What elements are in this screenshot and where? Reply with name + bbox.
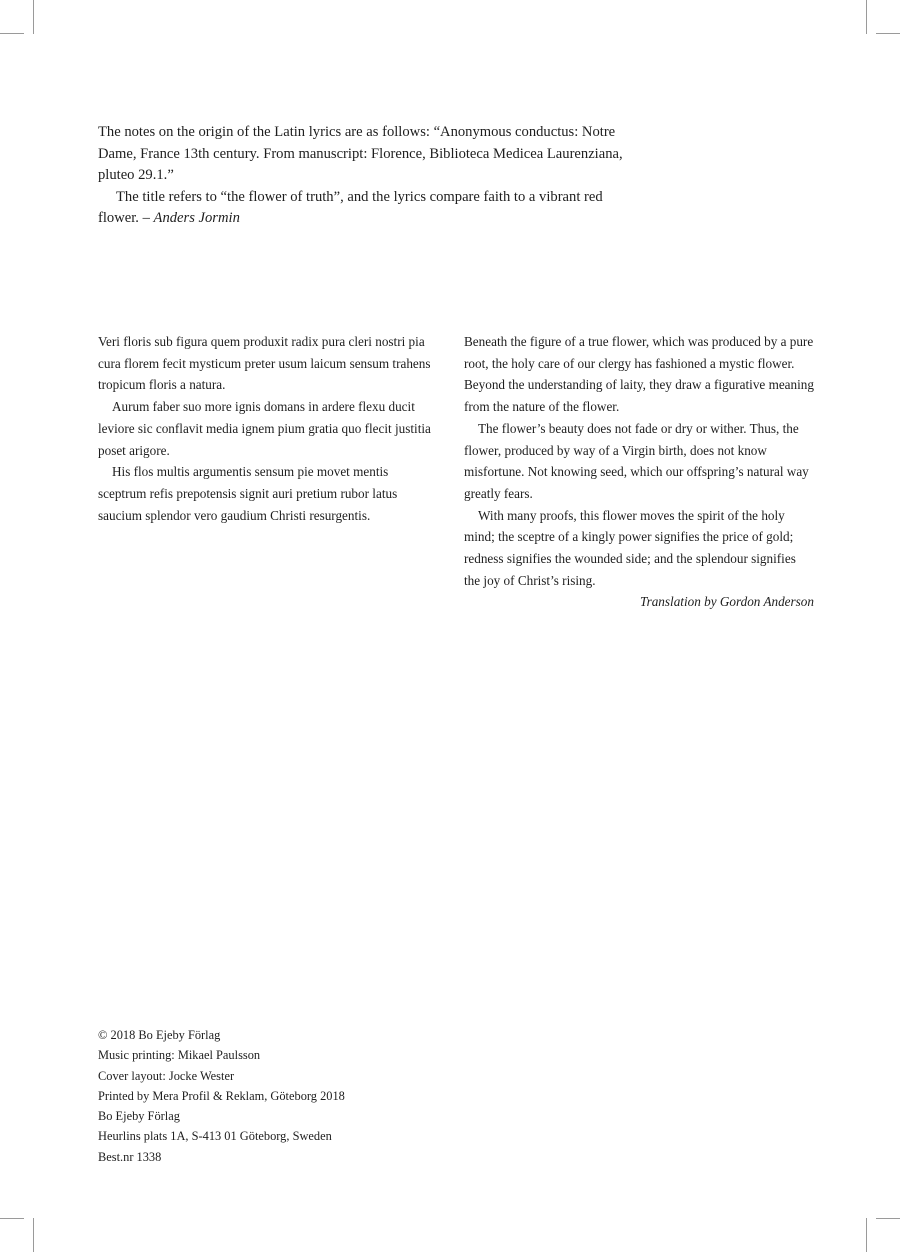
latin-stanza-2: Aurum faber suo more ignis domans in ardere flexu ducit leviore sic conflavit media ignem pium gratia quo flecit justitia poset arigore. [98,399,431,458]
translation-credit: Translation by Gordon Anderson [639,594,814,610]
english-stanza-3: With many proofs, this flower moves the spirit of the holy mind; the sceptre of a kingly power signifies the price of gold; redness signifies the wounded side; and the splendour signifies the joy of Christ’s rising. [464,507,796,588]
latin-stanza-3: His flos multis argumentis sensum pie movet mentis sceptrum refis prepotensis signit auri pretium rubor latus saucium splendor vero gaudium Christi resurgentis. [98,464,398,523]
crop-mark-bottom-left-h [0,1218,24,1219]
latin-stanza-1: Veri floris sub figura quem produxit radix pura cleri nostri pia cura florem fecit mysticum preter usum laicum sensum trahens tropicum floris a natura. [98,334,431,393]
crop-mark-top-right [866,0,867,34]
colophon-catalog-number: Best.nr 1338 [98,1149,162,1164]
english-translation [464,331,814,613]
colophon [98,1025,458,1167]
latin-lyrics [98,331,436,526]
intro-author: Anders Jormin [153,210,240,226]
english-stanza-2: The flower’s beauty does not fade or dry or wither. Thus, the flower, produced by way of a Virgin birth, does not know misfortune. Not knowing seed, which our offspring’s natural way greatly fears. [464,420,809,501]
colophon-copyright: © 2018 Bo Ejeby Förlag [98,1028,221,1042]
crop-mark-top-left-h [0,33,24,34]
crop-mark-bottom-left [33,1218,34,1252]
colophon-publisher: Bo Ejeby Förlag [98,1109,180,1124]
intro-paragraph-title [98,187,646,230]
crop-mark-top-right-h [876,33,900,34]
intro-title-text: The title refers to “the flower of truth”, and the lyrics compare faith to a vibrant red flower. – [98,188,603,226]
crop-mark-bottom-right [866,1218,867,1252]
colophon-printer: Printed by Mera Profil & Reklam, Göteborg 2018 [98,1088,345,1103]
colophon-address: Heurlins plats 1A, S-413 01 Göteborg, Sweden [98,1129,332,1144]
colophon-music-printing: Music printing: Mikael Paulsson [98,1048,261,1063]
intro-notes [98,122,646,230]
english-stanza-1: Beneath the figure of a true flower, which was produced by a pure root, the holy care of our clergy has fashioned a mystic flower. Beyond the understanding of laity, they draw a figurative meaning from the nature of the flower. [464,334,814,415]
crop-mark-top-left [33,0,34,34]
colophon-cover-layout: Cover layout: Jocke Wester [98,1068,235,1083]
intro-paragraph-origin: The notes on the origin of the Latin lyrics are as follows: “Anonymous conductus: Notre Dame, France 13th century. From manuscript: Florence, Biblioteca Medicea Laurenziana, pluteo 29.1.” [98,124,623,183]
crop-mark-bottom-right-h [876,1218,900,1219]
